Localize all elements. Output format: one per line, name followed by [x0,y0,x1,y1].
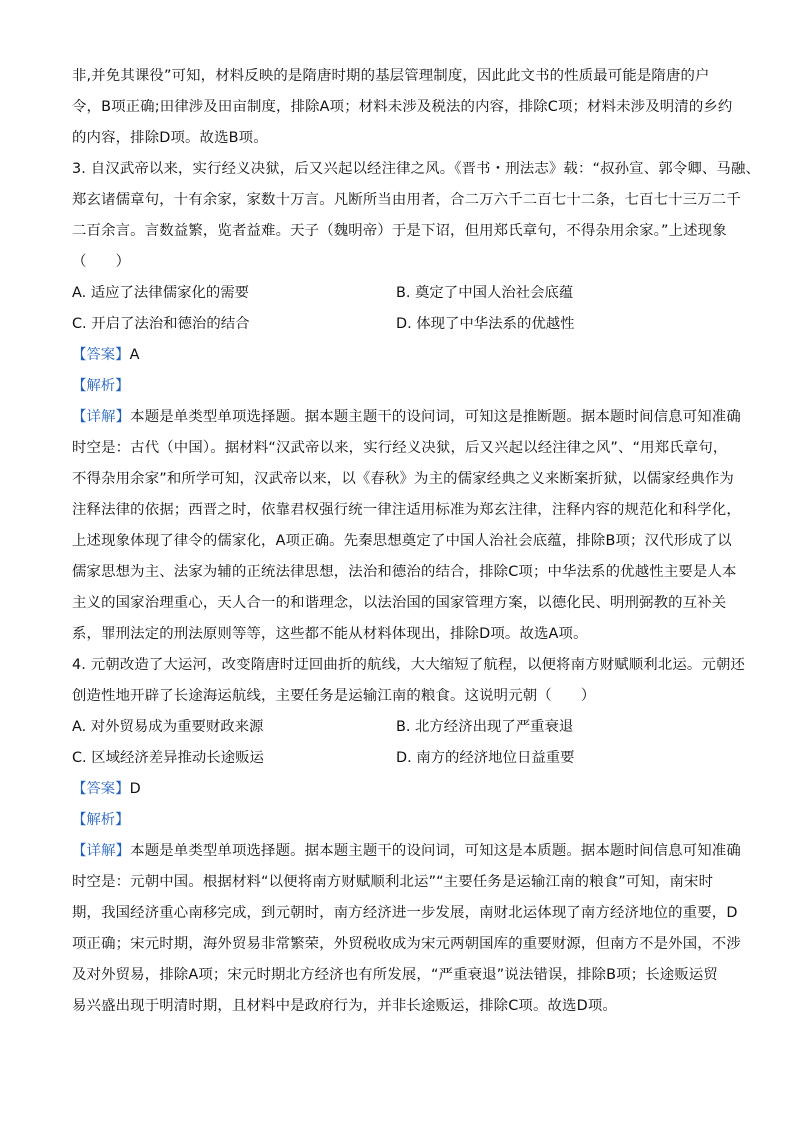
document-page [72,61,761,1022]
answer-value: D [129,781,141,797]
text-line: 非,并免其课役”可知，材料反映的是隋唐时期的基层管理制度，因此此文书的性质最可能是隋唐的户 [72,68,710,84]
analysis-label: 【解析】 [72,378,130,394]
detail-text: 本题是单类型单项选择题。据本题主题干的设问词，可知这是推断题。据本题时间信息可知准确 [130,409,741,425]
option-c: C. 开启了法治和德治的结合 [72,316,250,332]
text-line: 的内容，排除D项。故选B项。 [72,130,268,146]
option-b: B. 北方经济出现了严重衰退 [396,719,574,735]
options-row [72,278,724,309]
options-row [72,743,724,774]
detail-line: 上述现象体现了律令的儒家化，A项正确。先秦思想奠定了中国人治社会底蕴，排除B项；汉代形成了以 [72,533,732,549]
detail-line: 儒家思想为主、法家为辅的正统法律思想，法治和德治的结合，排除C项；中华法系的优越性主要是人本 [72,564,737,580]
intro-block [72,61,733,154]
detail-line: 项正确；宋元时期，海外贸易非常繁荣，外贸税收成为宋元两朝国库的重要财源，但南方不是外国，不涉 [72,936,741,952]
text-line: 令，B项正确;田律涉及田亩制度，排除A项；材料未涉及税法的内容，排除C项；材料未涉及明清的乡约 [72,99,733,115]
answer-line [72,340,724,371]
detail-line: 主义的国家治理重心，天人合一的和谐理念，以法治国的国家管理方案，以德化民、明刑弼教的互补关 [72,595,727,611]
option-a: A. 适应了法律儒家化的需要 [72,285,250,301]
analysis-line [72,805,724,836]
question-stem-line: 郑玄诸儒章句，十有余家，家数十万言。凡断所当由用者，合二万六千二百七十二条，七百七十三万二千 [72,192,741,208]
answer-value: A [129,347,140,363]
detail-line [72,836,741,867]
detail-line: 及对外贸易，排除A项；宋元时期北方经济也有所发展，“严重衰退”说法错误，排除B项；长途贩运贸 [72,967,718,983]
question-stem-line: 3. 自汉武帝以来，实行经义决狱，后又兴起以经注律之风。《晋书・刑法志》载：“叔孙宣、郭令卿、马融、 [72,161,761,177]
analysis-label: 【解析】 [72,812,130,828]
detail-line [72,402,741,433]
analysis-line [72,371,724,402]
option-b: B. 奠定了中国人治社会底蕴 [396,285,574,301]
question-3 [72,154,761,650]
answer-line [72,774,724,805]
option-c: C. 区域经济差异推动长途贩运 [72,750,264,766]
detail-line: 易兴盛出现于明清时期，且材料中是政府行为，并非长途贩运，排除C项。故选D项。 [72,998,617,1014]
options-row [72,309,724,340]
detail-line: 注释法律的依据；西晋之时，依靠君权强行统一律注适用标准为郑玄注律，注释内容的规范化和科学化， [72,502,741,518]
detail-text: 本题是单类型单项选择题。据本题主题干的设问词，可知这是本质题。据本题时间信息可知准确 [130,843,741,859]
detail-line: 系，罪刑法定的刑法原则等等，这些都不能从材料体现出，排除D项。故选A项。 [72,626,588,642]
answer-label: 【答案】 [72,347,130,363]
detail-line: 期，我国经济重心南移完成，到元朝时，南方经济进一步发展，南财北运体现了南方经济地位的重要，D [72,905,738,921]
question-stem-line: 二百余言。言数益繁，览者益难。天子（魏明帝）于是下诏，但用郑氏章句，不得杂用余家。”上述现象 [72,223,727,239]
question-stem-line: 创造性地开辟了长途海运航线，主要任务是运输江南的粮食。这说明元朝（ ） [72,688,596,704]
detail-label: 【详解】 [72,409,131,425]
question-stem-line: （ ） [72,254,131,270]
question-stem-line: 4. 元朝改造了大运河，改变隋唐时迂回曲折的航线，大大缩短了航程，以便将南方财赋顺利北运。元朝还 [72,657,746,673]
options-row [72,712,724,743]
detail-line: 不得杂用余家”和所学可知，汉武帝以来，以《春秋》为主的儒家经典之义来断案折狱，以儒家经典作为 [72,471,734,487]
option-d: D. 体现了中华法系的优越性 [396,316,575,332]
option-a: A. 对外贸易成为重要财政来源 [72,719,264,735]
detail-line: 时空是：元朝中国。根据材料“以便将南方财赋顺利北运”“主要任务是运输江南的粮食”可知，南宋时 [72,874,714,890]
detail-line: 时空是：古代（中国）。据材料“汉武帝以来，实行经义决狱，后又兴起以经注律之风”、“用郑氏章句， [72,440,728,456]
option-d: D. 南方的经济地位日益重要 [396,750,575,766]
detail-label: 【详解】 [72,843,131,859]
question-4 [72,650,746,1022]
answer-label: 【答案】 [72,781,130,797]
